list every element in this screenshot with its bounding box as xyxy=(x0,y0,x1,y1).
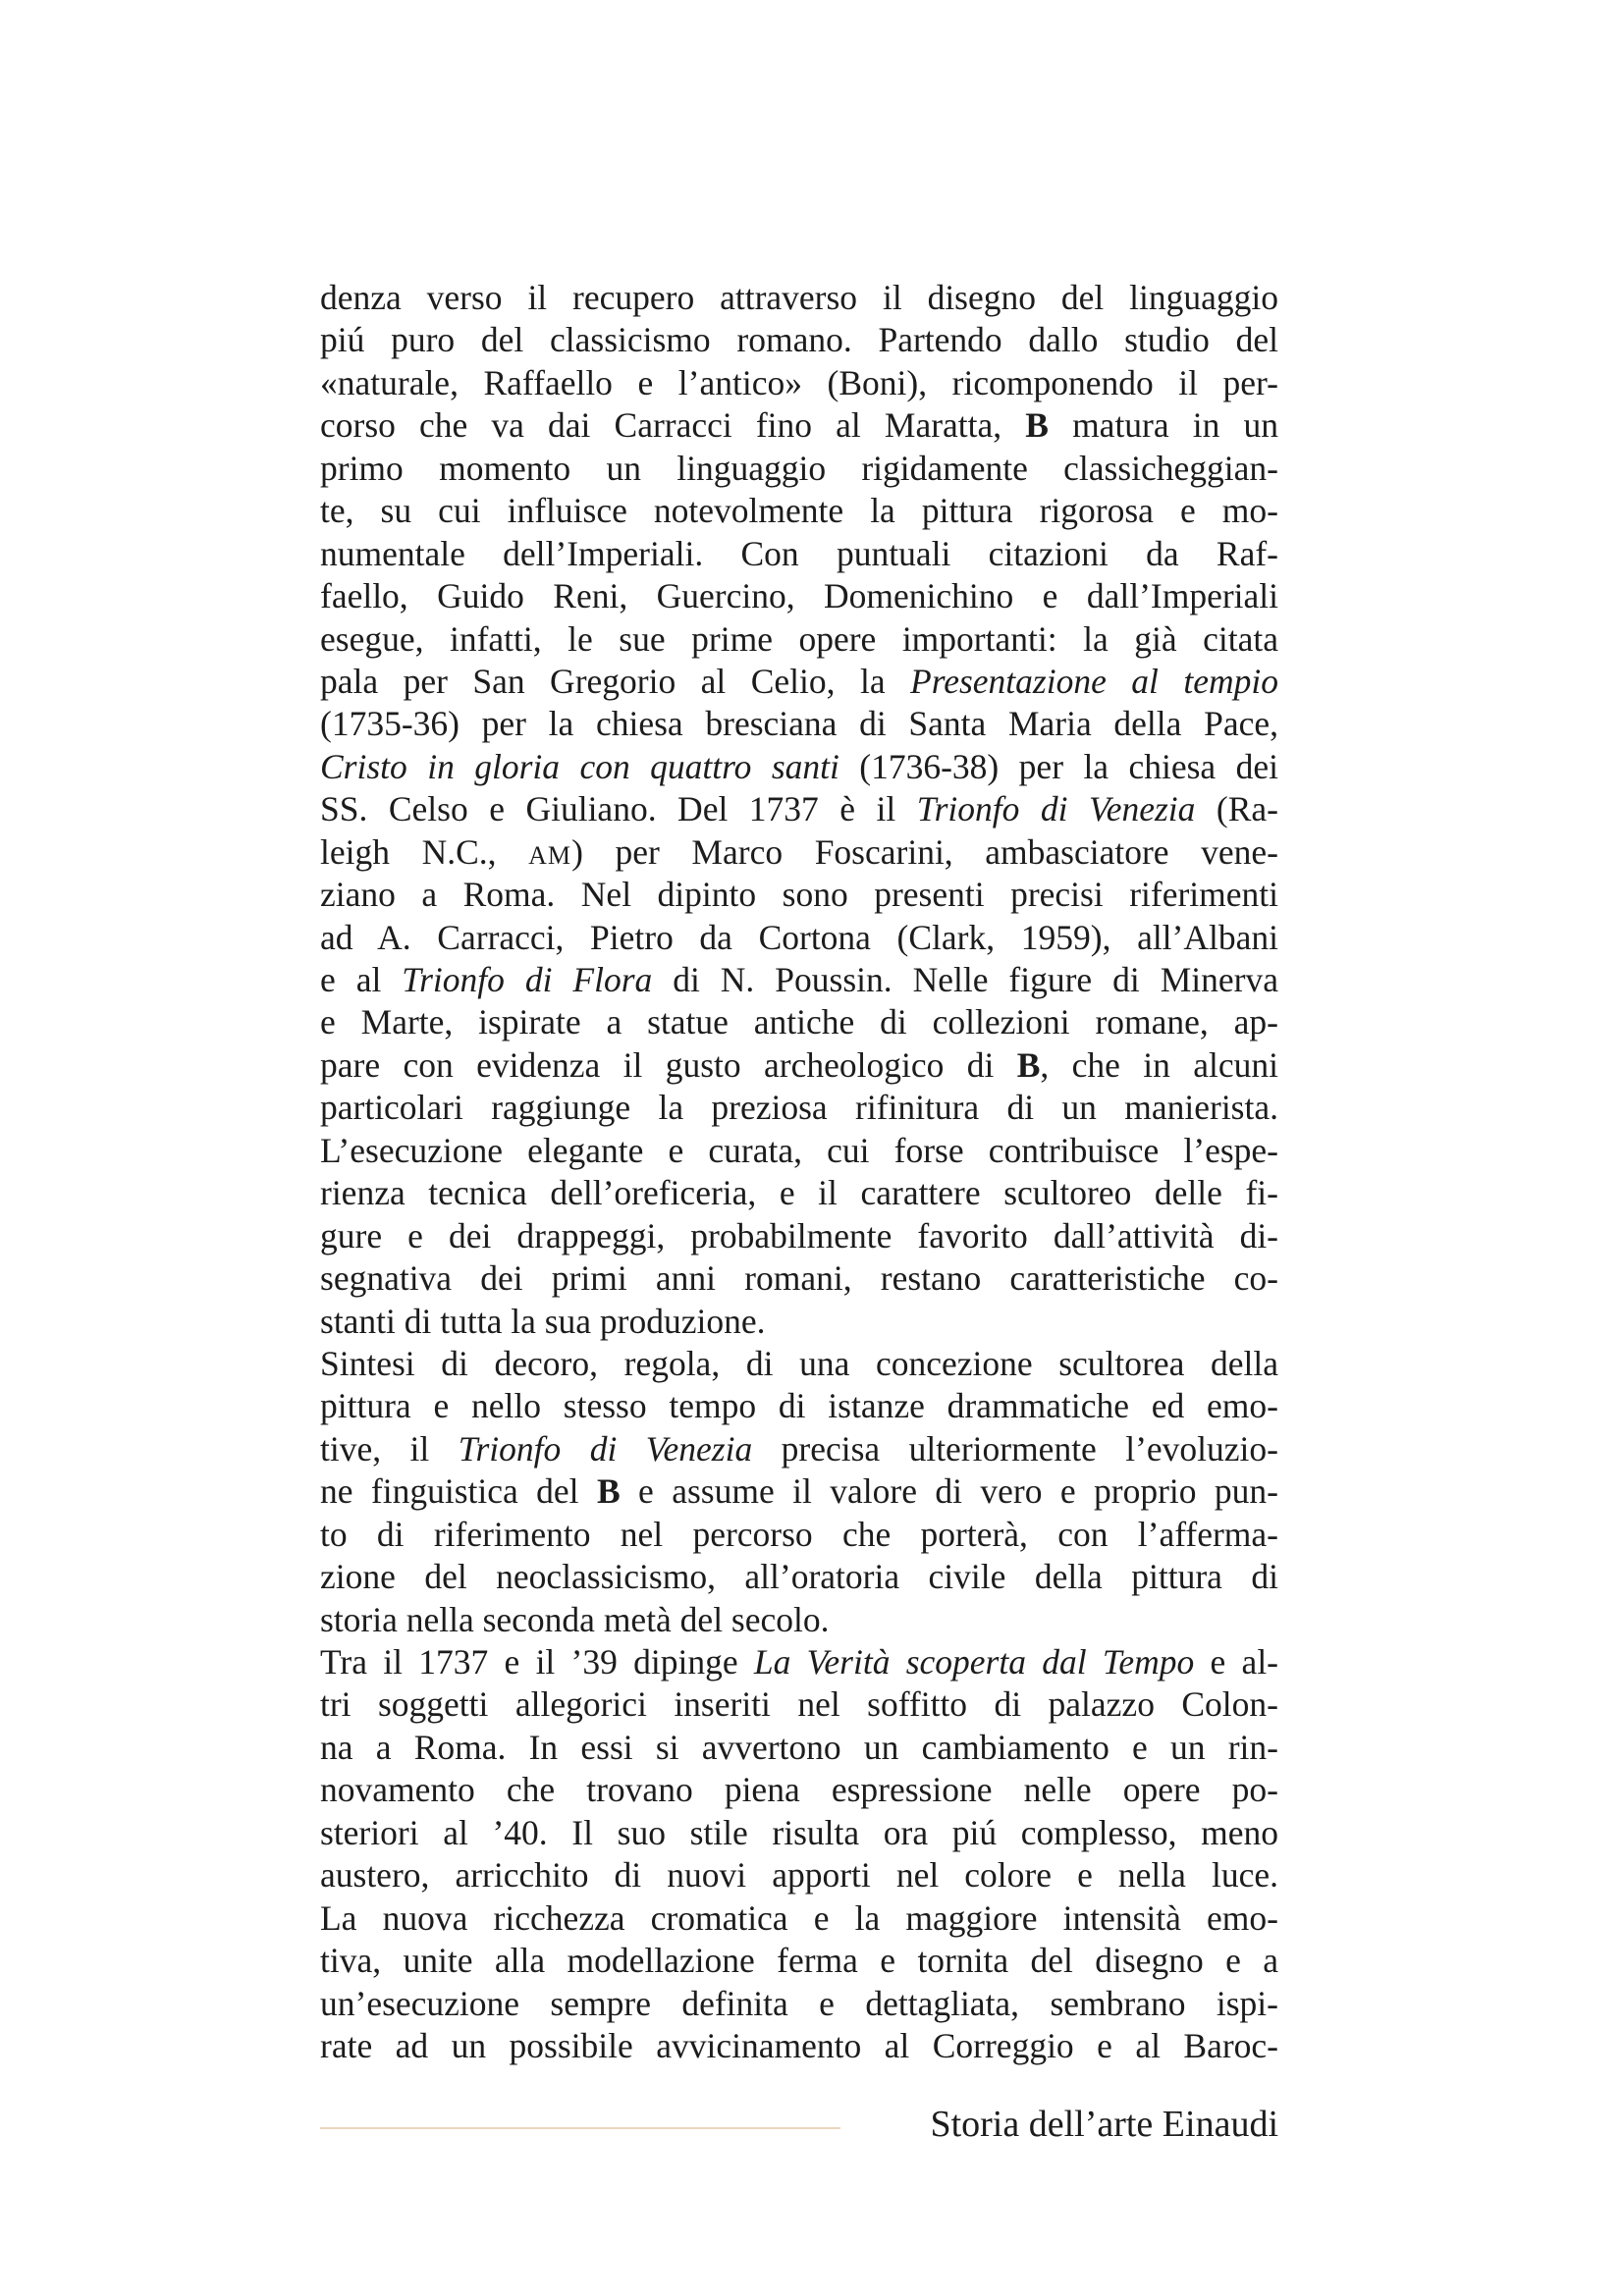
text-line: pare con evidenza il gusto archeologico di B, che in alcuni xyxy=(320,1044,1278,1085)
text-line: esegue, infatti, le sue prime opere importanti: la già citata xyxy=(320,618,1278,659)
body-text xyxy=(320,277,1278,2067)
text-line: gure e dei drappeggi, probabilmente favorito dall’attività di- xyxy=(320,1215,1278,1255)
text-line: to di riferimento nel percorso che porterà, con l’afferma- xyxy=(320,1514,1278,1554)
text-line: numentale dell’Imperiali. Con puntuali citazioni da Raf- xyxy=(320,533,1278,573)
text-line: zione del neoclassicismo, all’oratoria civile della pittura di xyxy=(320,1557,1278,1597)
text-line: ziano a Roma. Nel dipinto sono presenti precisi riferimenti xyxy=(320,875,1278,915)
text-line: pala per San Gregorio al Celio, la Presentazione al tempio xyxy=(320,661,1278,701)
text-line: Sintesi di decoro, regola, di una concezione scultorea della xyxy=(320,1343,1278,1383)
text-line: stanti di tutta la sua produzione. xyxy=(320,1301,766,1341)
text-line: novamento che trovano piena espressione nelle opere po- xyxy=(320,1770,1278,1810)
text-line: corso che va dai Carracci fino al Maratta, B matura in un xyxy=(320,405,1278,446)
text-line: te, su cui influisce notevolmente la pittura rigorosa e mo- xyxy=(320,491,1278,531)
text-line: La nuova ricchezza cromatica e la maggiore intensità emo- xyxy=(320,1897,1278,1938)
text-line: SS. Celso e Giuliano. Del 1737 è il Trionfo di Venezia (Ra- xyxy=(320,789,1278,829)
text-line: tiva, unite alla modellazione ferma e tornita del disegno e a xyxy=(320,1941,1278,1981)
text-line: e Marte, ispirate a statue antiche di collezioni romane, ap- xyxy=(320,1002,1278,1042)
text-line: austero, arricchito di nuovi apporti nel colore e nella luce. xyxy=(320,1855,1278,1896)
text-line: na a Roma. In essi si avvertono un cambiamento e un rin- xyxy=(320,1727,1278,1767)
text-line: storia nella seconda metà del secolo. xyxy=(320,1599,830,1639)
text-line: tri soggetti allegorici inseriti nel soffitto di palazzo Colon- xyxy=(320,1684,1278,1725)
text-line: pittura e nello stesso tempo di istanze drammatiche ed emo- xyxy=(320,1386,1278,1426)
text-line: particolari raggiunge la preziosa rifinitura di un manierista. xyxy=(320,1088,1278,1128)
text-line: primo momento un linguaggio rigidamente classicheggian- xyxy=(320,448,1278,488)
text-line: denza verso il recupero attraverso il disegno del linguaggio xyxy=(320,278,1278,317)
text-line: L’esecuzione elegante e curata, cui forse contribuisce l’espe- xyxy=(320,1130,1278,1170)
text-line: «naturale, Raffaello e l’antico» (Boni), ricomponendo il per- xyxy=(320,362,1278,402)
text-line: Cristo in gloria con quattro santi (1736-38) per la chiesa dei xyxy=(320,746,1278,786)
text-line: (1735-36) per la chiesa bresciana di Santa Maria della Pace, xyxy=(320,704,1278,744)
text-line: Tra il 1737 e il ’39 dipinge La Verità scoperta dal Tempo e al- xyxy=(320,1642,1278,1682)
text-line: e al Trionfo di Flora di N. Poussin. Nelle figure di Minerva xyxy=(320,960,1278,999)
footer-rule xyxy=(320,2127,840,2129)
text-line: rate ad un possibile avvicinamento al Correggio e al Baroc- xyxy=(320,2025,1278,2065)
text-line: piú puro del classicismo romano. Partendo dallo studio del xyxy=(320,320,1278,360)
text-line: steriori al ’40. Il suo stile risulta ora piú complesso, meno xyxy=(320,1812,1278,1852)
text-line: un’esecuzione sempre definita e dettagliata, sembrano ispi- xyxy=(320,1983,1278,2023)
text-line: tive, il Trionfo di Venezia precisa ulteriormente l’evoluzio- xyxy=(320,1428,1278,1468)
text-line: rienza tecnica dell’oreficeria, e il carattere scultoreo delle fi- xyxy=(320,1173,1278,1213)
text-line: ad A. Carracci, Pietro da Cortona (Clark, 1959), all’Albani xyxy=(320,917,1278,957)
text-line: ne finguistica del B e assume il valore di vero e proprio pun- xyxy=(320,1471,1278,1512)
text-line: leigh N.C., AM) per Marco Foscarini, ambasciatore vene- xyxy=(320,831,1278,872)
text-line: segnativa dei primi anni romani, restano caratteristiche co- xyxy=(320,1258,1278,1299)
footer-title: Storia dell’arte Einaudi xyxy=(930,2104,1278,2145)
text-line: faello, Guido Reni, Guercino, Domenichino e dall’Imperiali xyxy=(320,576,1278,616)
